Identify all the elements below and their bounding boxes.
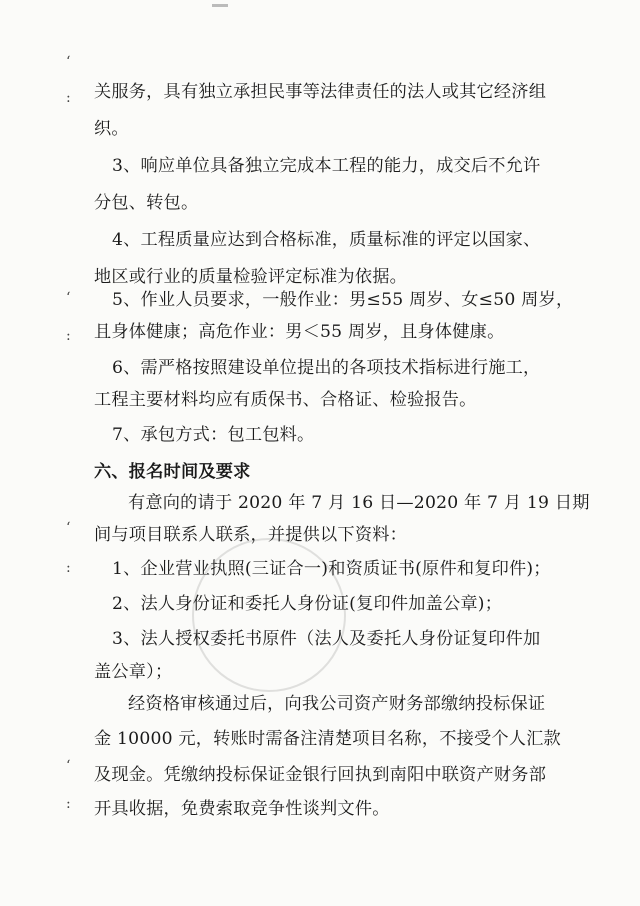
body-text-line: 经资格审核通过后，向我公司资产财务部缴纳投标保证 <box>128 694 546 714</box>
margin-mark: ‘ <box>66 758 71 774</box>
body-text-line: 金 10000 元，转账时需备注清楚项目名称，不接受个人汇款 <box>94 729 561 749</box>
body-text-line: 盖公章）； <box>94 662 173 682</box>
list-item-4: 4、工程质量应达到合格标准，质量标准的评定以国家、 <box>112 230 541 250</box>
margin-mark: ‘ <box>66 520 71 536</box>
body-text-line: 及现金。凭缴纳投标保证金银行回执到南阳中联资产财务部 <box>94 765 547 785</box>
list-item-7: 7、承包方式：包工包料。 <box>112 425 315 445</box>
body-text-line: 且身体健康；高危作业：男＜55 周岁，且身体健康。 <box>94 322 505 342</box>
body-text-line: 有意向的请于 2020 年 7 月 16 日—2020 年 7 月 19 日期 <box>128 493 590 513</box>
requirement-item-2: 2、法人身份证和委托人身份证(复印件加盖公章)； <box>112 594 503 614</box>
margin-mark: ‘ <box>66 54 71 70</box>
requirement-item-1: 1、企业营业执照(三证合一)和资质证书(原件和复印件)； <box>112 559 551 579</box>
scan-mark <box>212 4 228 7</box>
margin-mark: ‘ <box>66 290 71 306</box>
margin-mark: : <box>66 328 71 344</box>
list-item-5: 5、作业人员要求，一般作业：男≤55 周岁、女≤50 周岁， <box>112 290 574 310</box>
list-item-3: 3、响应单位具备独立完成本工程的能力，成交后不允许 <box>112 156 541 176</box>
body-text-line: 间与项目联系人联系，并提供以下资料： <box>94 525 407 545</box>
body-text-line: 开具收据，免费索取竞争性谈判文件。 <box>94 799 390 819</box>
body-text-line: 关服务，具有独立承担民事等法律责任的法人或其它经济组 <box>94 82 547 102</box>
body-text-line: 工程主要材料均应有质保书、合格证、检验报告。 <box>94 390 477 410</box>
margin-mark: : <box>66 560 71 576</box>
list-item-6: 6、需严格按照建设单位提出的各项技术指标进行施工， <box>112 358 541 378</box>
section-heading: 六、报名时间及要求 <box>94 462 251 482</box>
body-text-line: 分包、转包。 <box>94 193 199 213</box>
body-text-line: 织。 <box>94 119 129 139</box>
requirement-item-3: 3、法人授权委托书原件（法人及委托人身份证复印件加 <box>112 629 541 649</box>
body-text-line: 地区或行业的质量检验评定标准为依据。 <box>94 267 407 287</box>
margin-mark: : <box>66 796 71 812</box>
margin-mark: : <box>66 90 71 106</box>
